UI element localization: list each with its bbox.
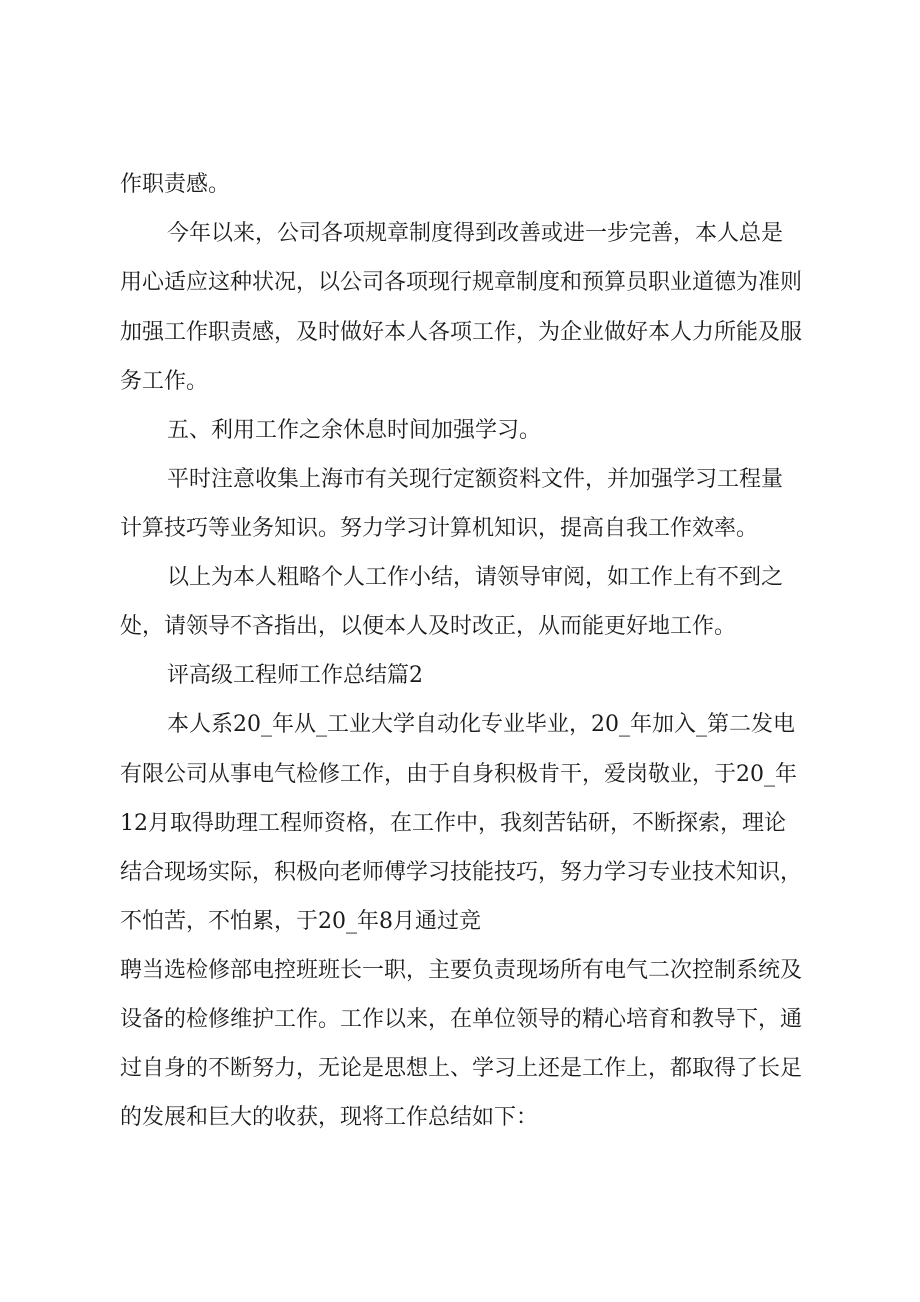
text-line: 结合现场实际，积极向老师傅学习技能技巧，努力学习专业技术知识，: [120, 860, 803, 885]
text-line: 用心适应这种状况，以公司各项现行规章制度和预算员职业道德为准则: [120, 270, 803, 295]
text-line: 的发展和巨大的收获，现将工作总结如下：: [120, 1105, 539, 1130]
text-line: 有限公司从事电气检修工作，由于自身积极肯干，爱岗敬业，于20_年: [120, 762, 797, 787]
text-line: 设备的检修维护工作。工作以来，在单位领导的精心培育和教导下，通: [120, 1007, 803, 1032]
text-line: 作职责感。: [120, 172, 231, 197]
text-line: 不怕苦，不怕累，于20_年8月通过竞: [120, 909, 481, 934]
text-line: 平时注意收集上海市有关现行定额资料文件，并加强学习工程量: [167, 467, 784, 492]
text-line: 计算技巧等业务知识。努力学习计算机知识，提高自我工作效率。: [120, 516, 759, 541]
text-line: 今年以来，公司各项规章制度得到改善或进一步完善，本人总是: [167, 221, 784, 246]
text-line: 过自身的不断努力，无论是思想上、学习上还是工作上，都取得了长足: [120, 1056, 803, 1081]
text-line: 务工作。: [120, 369, 209, 394]
text-line: 本人系20_年从_工业大学自动化专业毕业，20_年加入_第二发电: [167, 712, 795, 737]
text-line: 以上为本人粗略个人工作小结，请领导审阅，如工作上有不到之: [167, 565, 784, 590]
article-title: 评高级工程师工作总结篇2: [167, 663, 423, 688]
section-heading: 五、利用工作之余休息时间加强学习。: [167, 418, 542, 443]
text-line: 加强工作职责感，及时做好本人各项工作，为企业做好本人力所能及服: [120, 320, 803, 345]
text-line: 处，请领导不吝指出，以便本人及时改正，从而能更好地工作。: [120, 614, 737, 639]
text-line: 聘当选检修部电控班班长一职，主要负责现场所有电气二次控制系统及: [120, 958, 803, 983]
text-line: 12月取得助理工程师资格，在工作中，我刻苦钻研，不断探索，理论: [120, 811, 786, 836]
